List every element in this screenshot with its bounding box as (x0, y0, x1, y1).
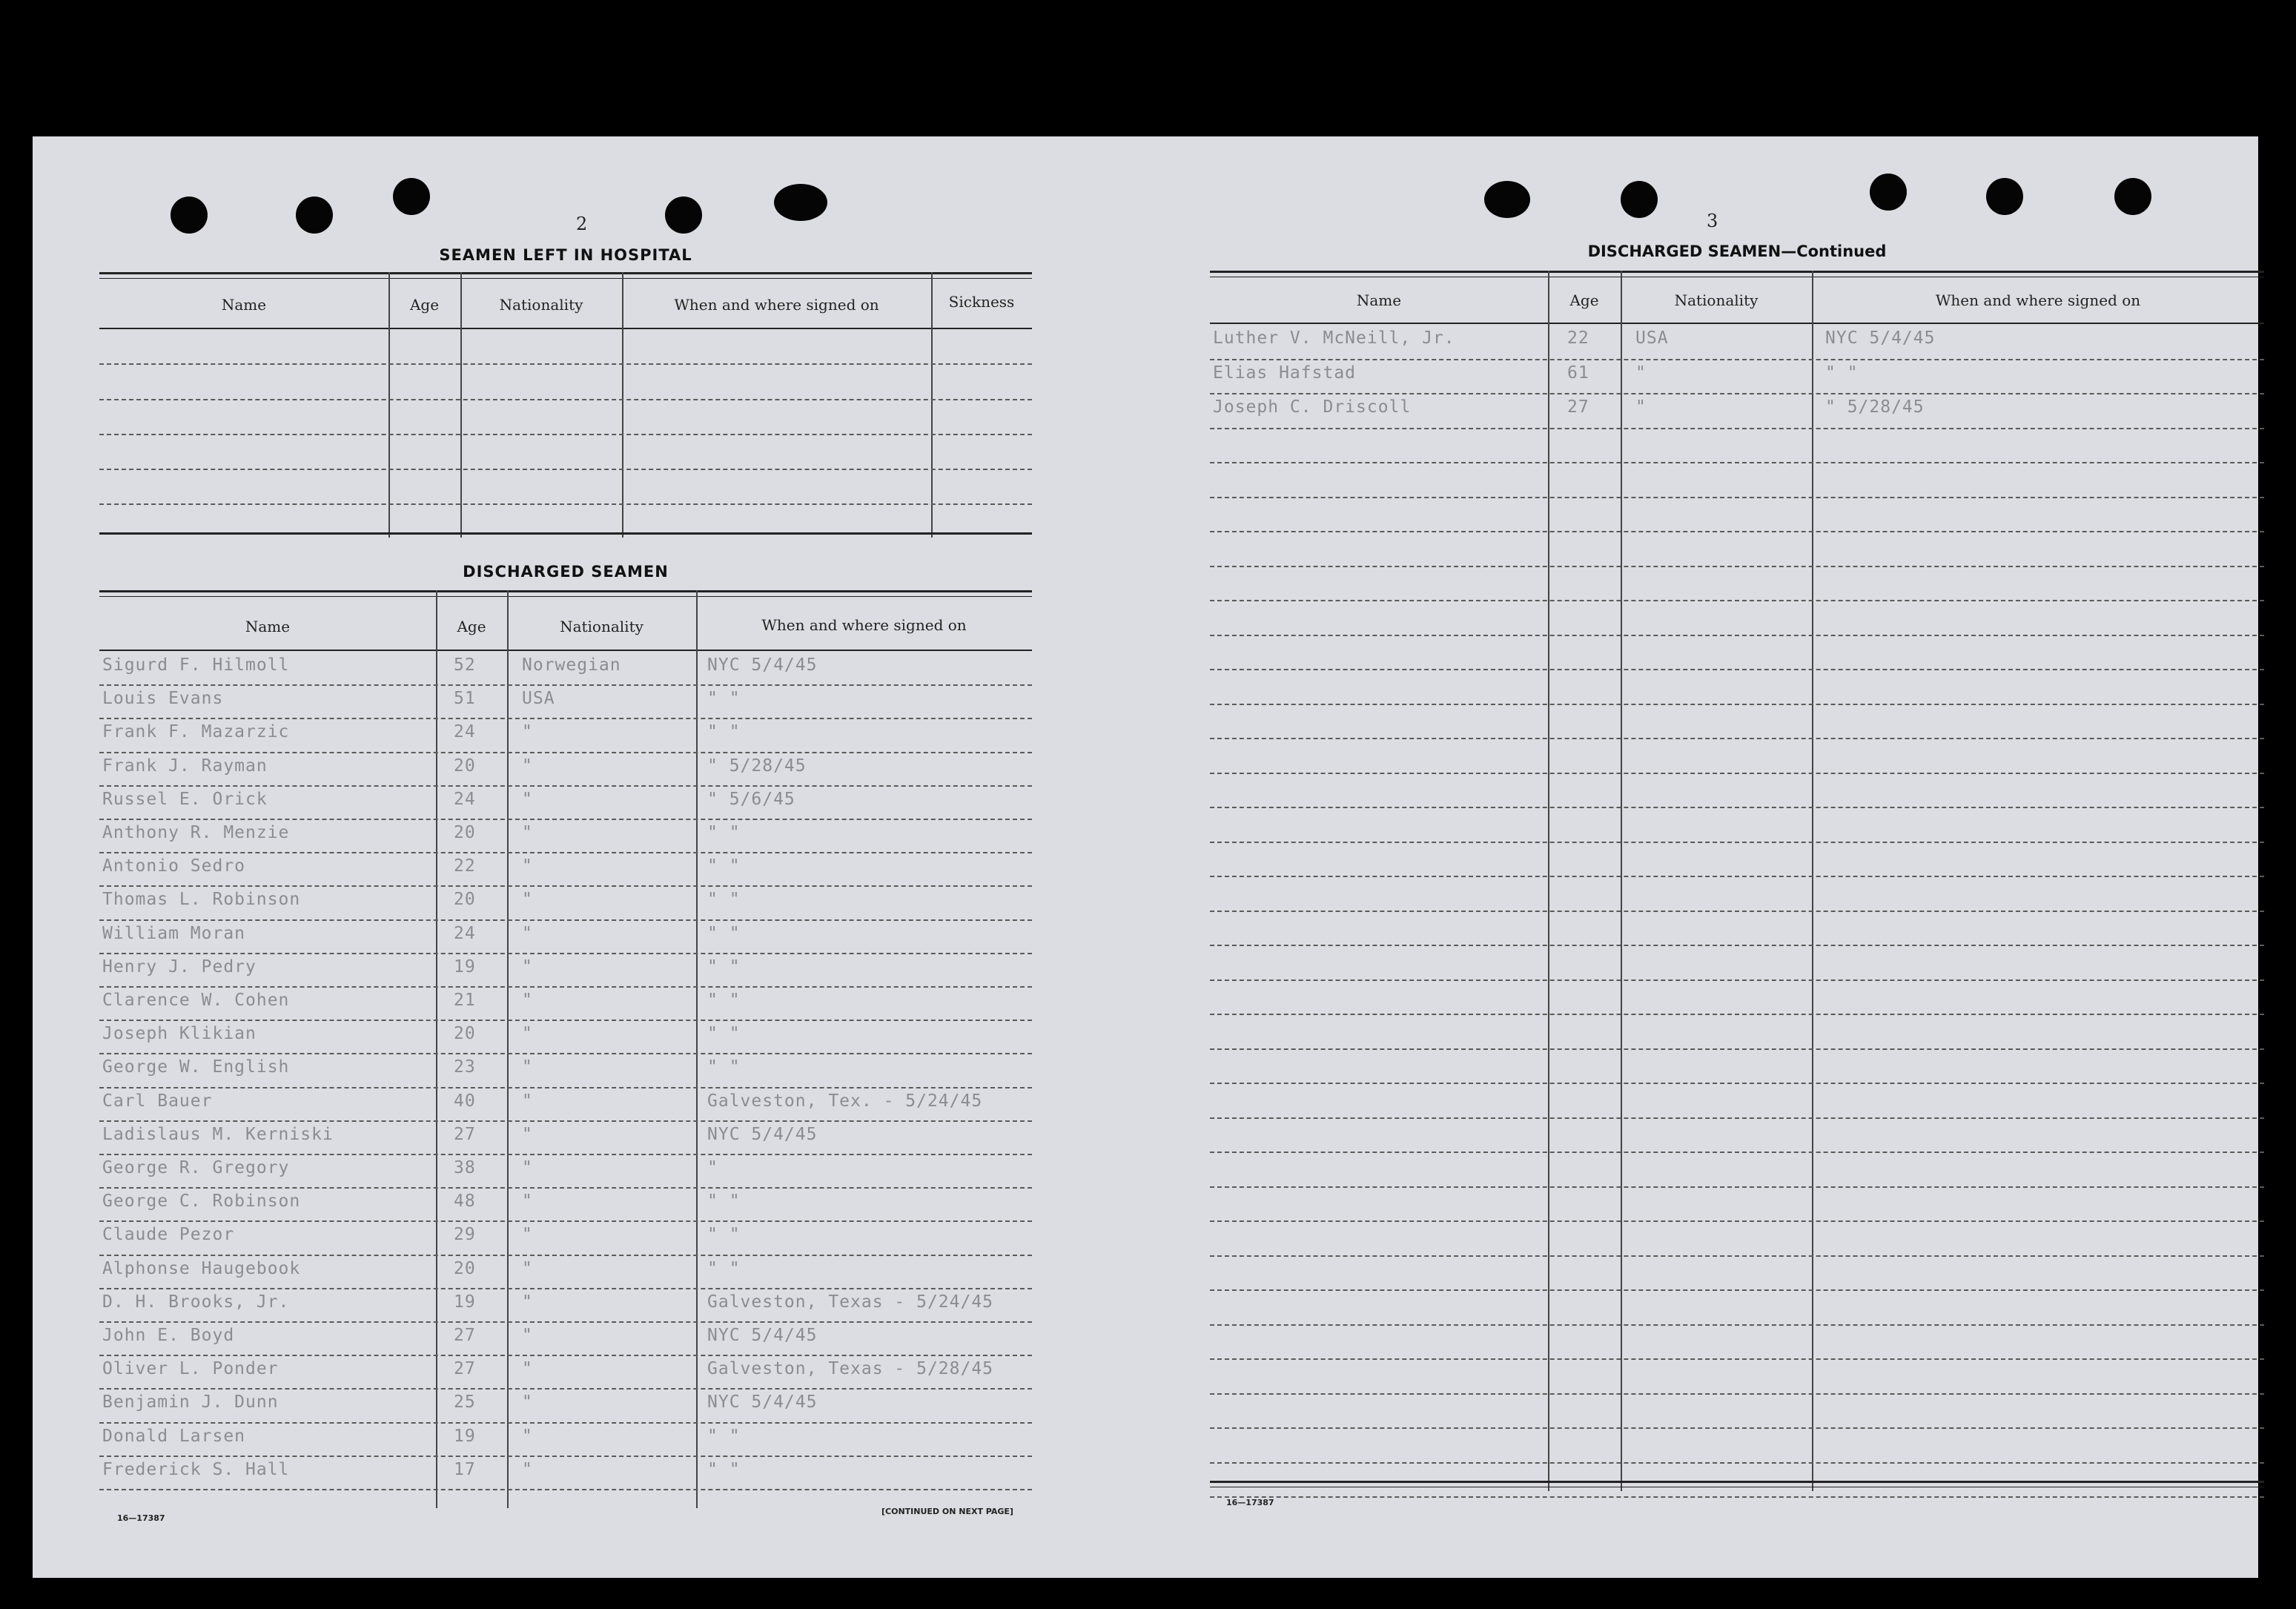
discharged-table-left (99, 590, 1032, 1508)
cell-nat: " (522, 1426, 533, 1446)
cell-signed: " " (707, 1426, 741, 1446)
table-row (99, 1022, 1032, 1053)
cell-name: D. H. Brooks, Jr. (102, 1292, 290, 1312)
cell-signed: NYC 5/4/45 (707, 1392, 818, 1413)
cell-age: 24 (454, 923, 476, 943)
cell-name: Alphonse Haugebook (102, 1258, 301, 1278)
table-row (99, 1425, 1032, 1456)
discharged-table-right (1210, 271, 2264, 1491)
cell-signed: " " (707, 689, 741, 709)
cell-signed: " 5/28/45 (707, 756, 807, 776)
cell-name: Carl Bauer (102, 1091, 213, 1111)
cell-name: George C. Robinson (102, 1192, 301, 1212)
cell-age: 19 (454, 1426, 476, 1446)
cell-name: Claude Pezor (102, 1225, 235, 1245)
punch-hole (1870, 174, 1907, 211)
cell-nat: " (1635, 363, 1647, 383)
cell-age: 20 (454, 823, 476, 842)
header-sickness: Sickness (948, 293, 1015, 311)
cell-nat: " (522, 1292, 533, 1312)
cell-nat: " (522, 1091, 533, 1111)
cell-nat: " (522, 789, 533, 809)
cell-name: Frank J. Rayman (102, 756, 268, 776)
header-name: Name (221, 296, 267, 314)
header-name: Name (1356, 291, 1402, 309)
cell-nat: " (522, 756, 533, 776)
cell-age: 61 (1567, 363, 1589, 383)
header-signed-on: When and where signed on (674, 296, 879, 314)
cell-age: 24 (454, 722, 476, 742)
continued-note: [CONTINUED ON NEXT PAGE] (881, 1507, 1013, 1516)
cell-signed: " " (707, 1459, 741, 1479)
section-title-hospital: SEAMEN LEFT IN HOSPITAL (439, 246, 692, 264)
punch-hole (774, 184, 827, 221)
table-row (99, 1157, 1032, 1187)
cell-signed: " " (707, 1192, 741, 1212)
table-row (99, 1258, 1032, 1288)
table-row (99, 888, 1032, 919)
cell-name: Henry J. Pedry (102, 957, 257, 977)
cell-name: Ladislaus M. Kerniski (102, 1124, 334, 1144)
cell-signed: " " (707, 1057, 741, 1077)
cell-name: Frederick S. Hall (102, 1459, 290, 1479)
cell-signed: " (707, 1158, 718, 1177)
header-name: Name (245, 618, 291, 635)
table-row (99, 687, 1032, 718)
table-row (99, 956, 1032, 986)
punch-hole (393, 178, 430, 215)
table-row (99, 855, 1032, 885)
cell-age: 19 (454, 1292, 476, 1312)
cell-signed: " " (707, 1258, 741, 1278)
cell-name: Donald Larsen (102, 1426, 246, 1446)
cell-nat: " (522, 1192, 533, 1212)
page-number: 3 (1707, 211, 1718, 231)
cell-name: Louis Evans (102, 689, 224, 709)
table-row (1210, 396, 2264, 428)
cell-signed: Galveston, Texas - 5/24/45 (707, 1292, 994, 1312)
table-row (99, 721, 1032, 751)
cell-name: George R. Gregory (102, 1158, 290, 1177)
header-nationality: Nationality (1674, 291, 1759, 309)
cell-signed: " 5/6/45 (707, 789, 795, 809)
cell-signed: " " (707, 1024, 741, 1044)
cell-age: 20 (454, 1258, 476, 1278)
cell-signed: NYC 5/4/45 (707, 1124, 818, 1144)
cell-age: 27 (454, 1326, 476, 1345)
cell-name: Elias Hafstad (1213, 363, 1357, 383)
cell-nat: USA (1635, 328, 1669, 348)
cell-nat: " (522, 890, 533, 910)
cell-signed: NYC 5/4/45 (707, 1326, 818, 1345)
cell-age: 20 (454, 756, 476, 776)
cell-age: 40 (454, 1091, 476, 1111)
table-row (99, 1458, 1032, 1489)
cell-age: 38 (454, 1158, 476, 1177)
cell-signed: NYC 5/4/45 (1825, 328, 1936, 348)
cell-age: 20 (454, 1024, 476, 1044)
table-row (99, 755, 1032, 785)
cell-age: 22 (1567, 328, 1589, 348)
cell-age: 22 (454, 856, 476, 876)
cell-nat: " (522, 991, 533, 1010)
form-number: 16—17387 (1226, 1498, 1274, 1507)
cell-nat: " (1635, 397, 1647, 417)
table-row (99, 1056, 1032, 1086)
cell-name: Joseph Klikian (102, 1024, 257, 1044)
punch-hole (665, 196, 702, 234)
cell-name: Clarence W. Cohen (102, 991, 290, 1010)
cell-nat: " (522, 1225, 533, 1245)
table-row (1210, 327, 2264, 359)
form-number: 16—17387 (117, 1513, 165, 1523)
cell-name: Joseph C. Driscoll (1213, 397, 1412, 417)
table-row (99, 922, 1032, 953)
table-row (99, 1190, 1032, 1220)
cell-name: William Moran (102, 923, 246, 943)
cell-age: 48 (454, 1192, 476, 1212)
cell-nat: Norwegian (522, 655, 621, 675)
cell-nat: " (522, 856, 533, 876)
cell-nat: " (522, 1359, 533, 1379)
header-signed-on: When and where signed on (1935, 291, 2141, 309)
cell-nat: " (522, 1124, 533, 1144)
table-row (99, 788, 1032, 819)
cell-age: 27 (454, 1124, 476, 1144)
cell-age: 52 (454, 655, 476, 675)
cell-signed: " " (707, 923, 741, 943)
cell-age: 20 (454, 890, 476, 910)
punch-hole (2114, 178, 2151, 215)
cell-age: 17 (454, 1459, 476, 1479)
cell-signed: " " (707, 823, 741, 842)
cell-age: 23 (454, 1057, 476, 1077)
table-row (99, 822, 1032, 852)
cell-age: 21 (454, 991, 476, 1010)
cell-age: 27 (454, 1359, 476, 1379)
table-row (99, 1291, 1032, 1321)
cell-nat: " (522, 1158, 533, 1177)
cell-signed: Galveston, Texas - 5/28/45 (707, 1359, 994, 1379)
cell-nat: " (522, 1326, 533, 1345)
cell-signed: " " (707, 957, 741, 977)
cell-signed: " " (707, 1225, 741, 1245)
header-age: Age (1569, 291, 1599, 309)
cell-signed: NYC 5/4/45 (707, 655, 818, 675)
section-title-discharged: DISCHARGED SEAMEN (463, 563, 669, 581)
table-row (99, 1123, 1032, 1154)
cell-age: 51 (454, 689, 476, 709)
cell-name: George W. English (102, 1057, 290, 1077)
hospital-table (99, 272, 1032, 538)
punch-hole (1621, 181, 1658, 218)
cell-nat: " (522, 1024, 533, 1044)
cell-age: 29 (454, 1225, 476, 1245)
cell-name: Oliver L. Ponder (102, 1359, 279, 1379)
cell-nat: " (522, 722, 533, 742)
header-age: Age (457, 618, 486, 635)
section-title-discharged-continued: DISCHARGED SEAMEN—Continued (1587, 242, 1887, 260)
cell-signed: " " (1825, 363, 1859, 383)
header-signed-on: When and where signed on (761, 616, 967, 634)
cell-name: Russel E. Orick (102, 789, 268, 809)
table-row (99, 1358, 1032, 1388)
cell-name: Sigurd F. Hilmoll (102, 655, 290, 675)
cell-name: John E. Boyd (102, 1326, 235, 1345)
cell-age: 19 (454, 957, 476, 977)
document-sheet (33, 136, 2258, 1578)
cell-name: Benjamin J. Dunn (102, 1392, 279, 1413)
punch-hole (171, 196, 208, 234)
punch-hole (1484, 181, 1530, 218)
cell-nat: " (522, 1057, 533, 1077)
cell-name: Anthony R. Menzie (102, 823, 290, 842)
cell-name: Thomas L. Robinson (102, 890, 301, 910)
cell-signed: " " (707, 890, 741, 910)
table-row (99, 1090, 1032, 1120)
table-row (99, 1223, 1032, 1254)
table-row (99, 989, 1032, 1020)
punch-hole (296, 196, 333, 234)
cell-signed: " " (707, 991, 741, 1010)
table-row (1210, 362, 2264, 394)
cell-age: 24 (454, 789, 476, 809)
header-nationality: Nationality (560, 618, 644, 635)
cell-age: 27 (1567, 397, 1589, 417)
table-row (99, 1391, 1032, 1421)
cell-signed: " 5/28/45 (1825, 397, 1925, 417)
cell-signed: Galveston, Tex. - 5/24/45 (707, 1091, 983, 1111)
cell-nat: " (522, 1392, 533, 1413)
cell-nat: " (522, 923, 533, 943)
cell-name: Luther V. McNeill, Jr. (1213, 328, 1455, 348)
cell-signed: " " (707, 722, 741, 742)
header-nationality: Nationality (499, 296, 583, 314)
cell-name: Frank F. Mazarzic (102, 722, 290, 742)
cell-nat: " (522, 957, 533, 977)
cell-nat: " (522, 823, 533, 842)
page-number: 2 (576, 214, 588, 234)
cell-nat: " (522, 1258, 533, 1278)
cell-signed: " " (707, 856, 741, 876)
cell-age: 25 (454, 1392, 476, 1413)
punch-hole (1986, 178, 2023, 215)
table-row (99, 654, 1032, 684)
header-age: Age (409, 296, 440, 314)
cell-nat: " (522, 1459, 533, 1479)
cell-nat: USA (522, 689, 555, 709)
table-row (99, 1324, 1032, 1355)
cell-name: Antonio Sedro (102, 856, 246, 876)
